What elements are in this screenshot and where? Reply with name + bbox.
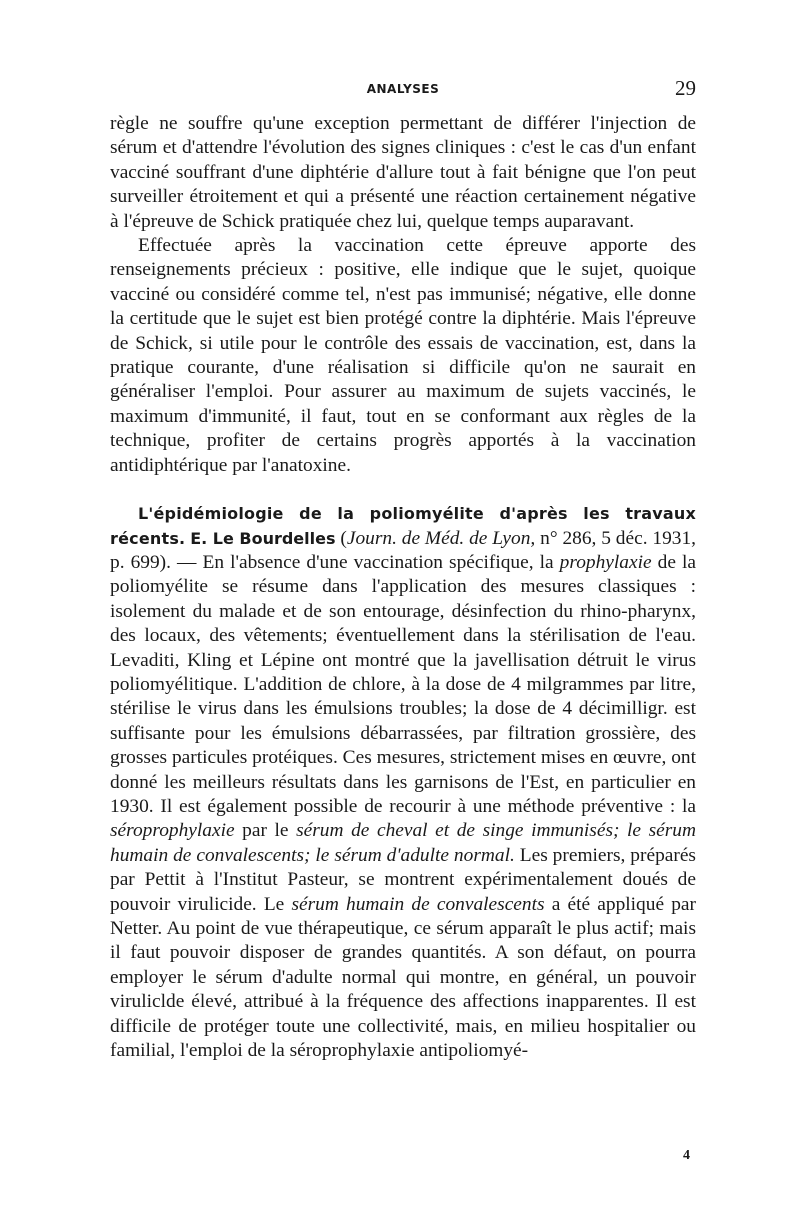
- paragraph-schick: Effectuée après la vaccination cette épreuve apporte des renseignements précieux : positive, elle indique que le sujet, quoique vacciné ou considéré comme tel, n'est pas immunisé; négative, elle donne la certitude que le sujet est bien protégé contre la diphtérie. Mais l'épreuve de Schick, si utile pour le contrôle des essais de vaccination, est, dans la pratique courante, d'une réalisation si difficile qu'on ne saurait en généraliser l'emploi. Pour assurer au maximum de sujets vaccinés, le maximum d'immunité, il faut, tout en se conformant aux règles de la technique, profiter de certains progrès apportés à la vaccination antidiphtérique par l'anatoxine.: [110, 235, 696, 476]
- emphasis-seroprophylaxie: séroprophylaxie: [110, 820, 235, 842]
- emphasis-serum-convalescents: sérum humain de convalescents: [291, 893, 545, 915]
- running-title: ANALYSES: [366, 82, 440, 96]
- paragraph-continued: règle ne souffre qu'une exception permettant de différer l'injection de sérum et d'attendre l'évolution des signes cliniques : c'est le cas d'un enfant vacciné souffrant d'une diphtérie d'allure tout à fait bénigne que l'on peut surveiller étroitement et qui a présenté une réaction certainement négative à l'épreuve de Schick pratiquée chez lui, quelque temps auparavant.: [110, 113, 696, 232]
- paragraph-poliomyelitis: [110, 502, 696, 1063]
- journal-name: Journ. de Méd. de Lyon,: [346, 527, 536, 549]
- body-text: [110, 112, 696, 1063]
- page: [110, 72, 696, 1063]
- reference-details: n° 286, 5 déc. 1931, p. 699).: [110, 527, 697, 573]
- text-segment: par le: [242, 820, 289, 842]
- page-number: 29: [675, 76, 696, 100]
- emphasis-prophylaxie: prophylaxie: [559, 551, 652, 573]
- article-author: E. Le Bourdelles: [190, 528, 336, 548]
- section-gap: [110, 478, 696, 502]
- text-segment: Les premiers, préparés par Pettit à l'Institut Pasteur, se montrent expérimentalement doués de pouvoir virulicide. Le: [110, 844, 696, 915]
- emphasis-serum-list: sérum de cheval et de singe immunisés; le sérum humain de convalescents; le sérum d'adulte normal.: [110, 820, 696, 866]
- article-title: L'épidémiologie de la poliomyélite d'après les travaux récents.: [110, 504, 696, 548]
- reference-open: (: [340, 527, 347, 549]
- signature-mark: 4: [683, 1148, 690, 1163]
- text-segment: de la poliomyélite se résume dans l'application des mesures classiques : isolement du malade et de son entourage, désinfection du rhino-pharynx, des locaux, des vêtements; éventuellement dans la stérilisation de l'eau. Levaditi, Kling et Lépine ont montré que la javellisation détruit le virus poliomyélitique. L'addition de chlore, à la dose de 4 milgrammes par litre, stérilise le virus dans les émulsions troubles; la dose de 4 décimilligr. est suffisante pour les émulsions débarrassées, par filtration grossière, des grosses particules protéiques. Ces mesures, strictement mises en œuvre, ont donné les meilleurs résultats dans les garnisons de l'Est, en particulier en 1930. Il est également possible de recourir à une méthode préventive : la: [110, 551, 696, 817]
- text-segment: a été appliqué par Netter. Au point de vue thérapeutique, ce sérum apparaît le plus actif; mais il faut pouvoir disposer de grandes quantités. A son défaut, on pourra employer le sérum d'adulte normal qui montre, en général, un pouvoir viruliclde élevé, attribué à la fréquence des affections inapparentes. Il est difficile de protéger toute une collectivité, mais, en milieu hospitalier ou familial, l'emploi de la séroprophylaxie antipoliomyé-: [110, 893, 696, 1062]
- running-head: [110, 72, 696, 112]
- text-segment: — En l'absence d'une vaccination spécifique, la: [177, 551, 554, 573]
